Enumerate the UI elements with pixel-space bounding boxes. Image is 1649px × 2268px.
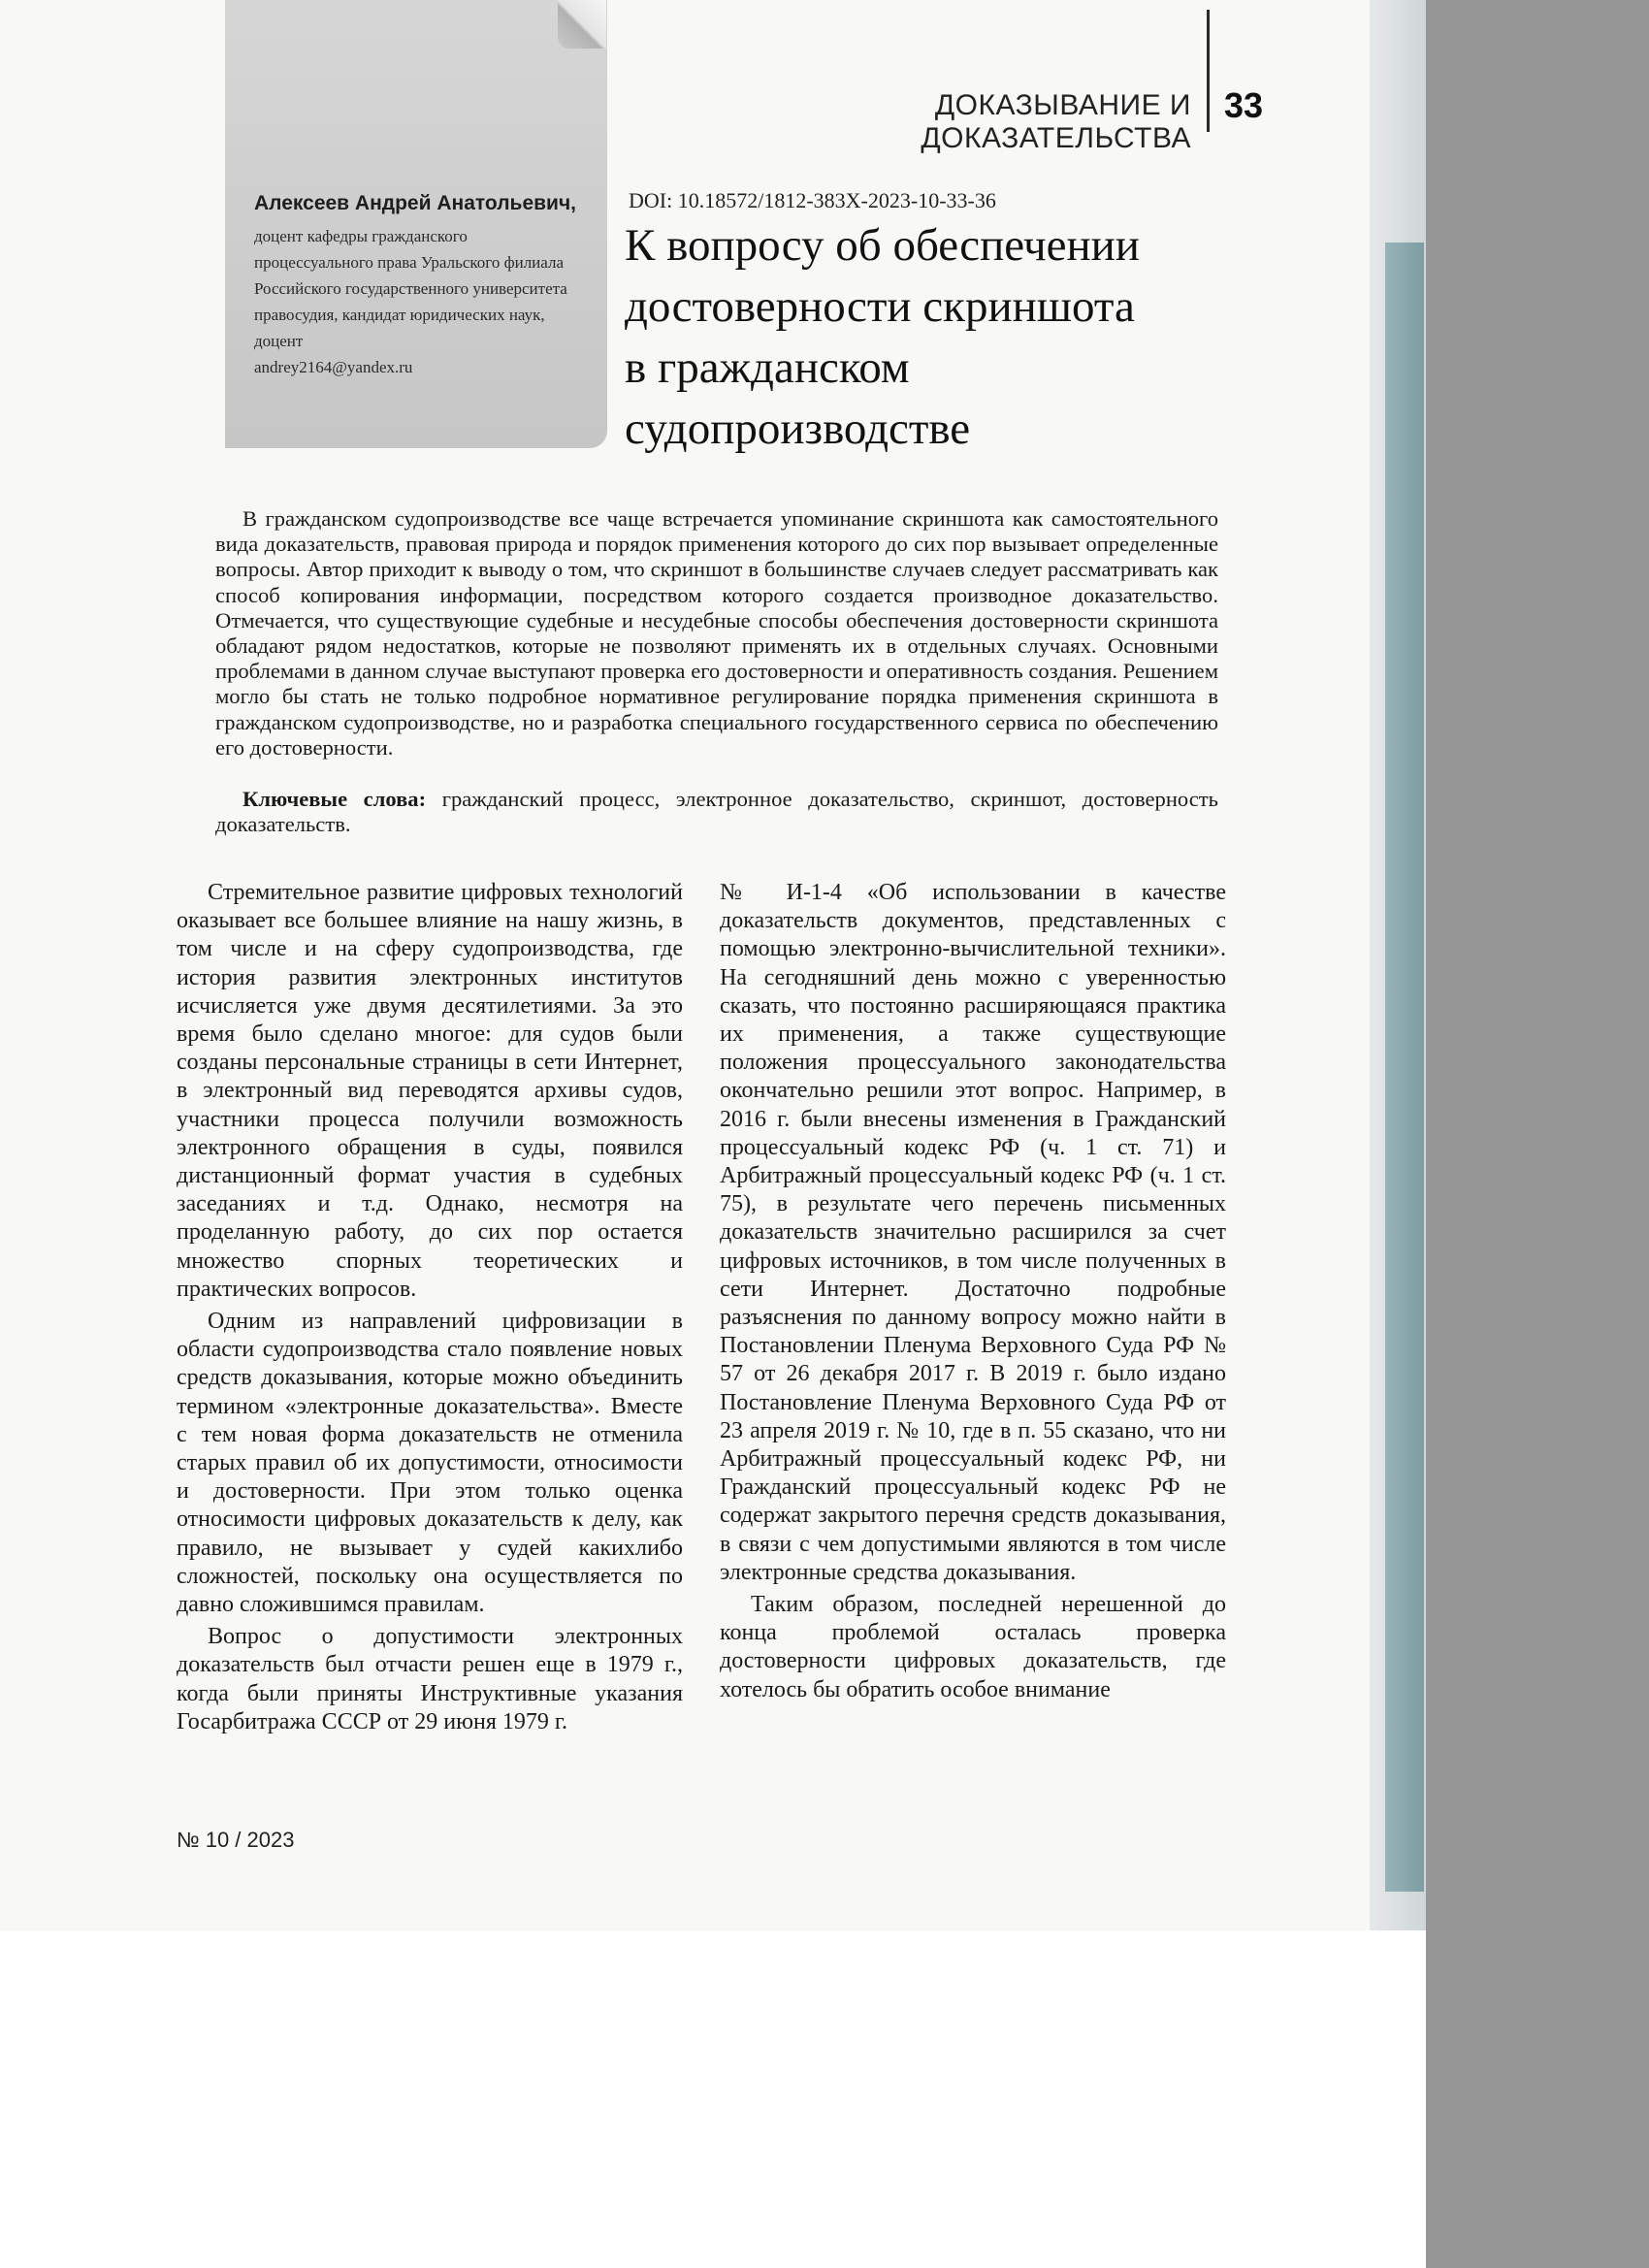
abstract: В гражданском судопроизводстве все чаще встречается упоминание скриншота как самостоятельного вида доказательств, правовая природа и порядок применения которого до сих пор вызывает определенные вопросы. Автор приходит к выводу о том, что скриншот в большинстве случаев следует рассматривать как способ копирования информации, посредством которого создается производное доказательство. Отмечается, что существующие судебные и несудебные способы обеспечения достоверности скриншота обладают рядом недостатков, которые не позволяют применять их в отдельных случаях. Основными проблемами в данном случае выступают проверка его достоверности и оперативность создания. Решением могло бы стать не только подробное нормативное регулирование порядка применения скриншота в гражданском судопроизводстве, но и разработка специального государственного сервиса по обеспечению его достоверности.: [215, 506, 1218, 760]
section-title: ДОКАЗЫВАНИЕ И ДОКАЗАТЕЛЬСТВА: [921, 89, 1191, 154]
scan-background: [1426, 0, 1649, 2268]
author-position: процессуального права Уральского филиала: [254, 253, 565, 272]
author-name: Алексеев Андрей Анатольевич,: [254, 192, 576, 214]
spine-color-band: [1385, 243, 1424, 1892]
title-line: достоверности скриншота: [625, 281, 1135, 332]
article-title: [625, 215, 1168, 460]
title-line: судопроизводстве: [625, 404, 971, 454]
scan-bottom-margin: [0, 1930, 1426, 2268]
page-curl-icon: [558, 0, 606, 49]
author-position: Российского государственного университета: [254, 279, 567, 298]
article-doi: DOI: 10.18572/1812-383X-2023-10-33-36: [629, 188, 996, 212]
body-column-right: [720, 879, 1226, 1708]
author-position: правосудия, кандидат юридических наук,: [254, 306, 545, 324]
author-info: [254, 192, 594, 380]
author-position: доцент: [254, 332, 304, 350]
page-number: 33: [1224, 85, 1264, 125]
header-divider: [1207, 10, 1210, 132]
body-paragraph: Стремительное развитие цифровых технологий оказывает все большее влияние на нашу жизнь, в том числе и на сферу судопроизводства, где история развития электронных институтов исчисляется уже двумя десятилетиями. За это время было сделано многое: для судов были созданы персональные страницы в сети Интернет, в электронный вид переводятся архивы судов, участники процесса получили возможность электронного обращения в суды, появился дистанционный формат участия в судебных заседаниях и т.д. Однако, несмотря на проделанную работу, до сих пор остается множество спорных теоретических и практических вопросов.: [177, 880, 683, 1302]
issue-number: № 10 / 2023: [177, 1828, 295, 1852]
author-email[interactable]: andrey2164@yandex.ru: [254, 358, 413, 376]
body-column-left: [177, 879, 683, 1740]
body-paragraph: Вопрос о допустимости электронных доказательств был отчасти решен еще в 1979 г., когда были приняты Инструктивные указания Госарбитража СССР от 29 июня 1979 г.: [177, 1624, 683, 1734]
author-position: доцент кафедры гражданского: [254, 227, 468, 245]
keywords: [215, 787, 1218, 837]
body-paragraph: Таким образом, последней нерешенной до конца проблемой осталась проверка достоверности цифровых доказательств, где хотелось бы обратить особое внимание: [720, 1592, 1226, 1702]
title-line: в гражданском: [625, 342, 910, 393]
body-paragraph: № И-1-4 «Об использовании в качестве доказательств документов, представленных с помощью электронно-вычислительной техники». На сегодняшний день можно с уверенностью сказать, что постоянно расширяющаяся практика их применения, а также существующие положения процессуального законодательства окончательно решили этот вопрос. Например, в 2016 г. были внесены изменения в Гражданский процессуальный кодекс РФ (ч. 1 ст. 71) и Арбитражный процессуальный кодекс РФ (ч. 1 ст. 75), в результате чего перечень письменных доказательств значительно расширился за счет цифровых источников, в том числе полученных в сети Интернет. Достаточно подробные разъяснения по данному вопросу можно найти в Постановлении Пленума Верховного Суда РФ № 57 от 26 декабря 2017 г. В 2019 г. было издано Постановление Пленума Верховного Суда РФ от 23 апреля 2019 г. № 10, где в п. 55 сказано, что ни Арбитражный процессуальный кодекс РФ, ни Гражданский процессуальный кодекс РФ не содержат закрытого перечня средств доказывания, в связи с чем допустимыми являются в том числе электронные средства доказывания.: [720, 880, 1226, 1585]
body-paragraph: Одним из направлений цифровизации в области судопроизводства стало появление новых средств доказывания, которые можно объединить термином «электронные доказательства». Вместе с тем новая форма доказательств не отменила старых правил об их допустимости, относимости и достоверности. При этом только оценка относимости цифровых доказательств к делу, как правило, не вызывает у судей какихлибо сложностей, поскольку она осуществляется по давно сложившимся правилам.: [177, 1309, 683, 1618]
keywords-text: гражданский процесс, электронное доказательство, скриншот, достоверность доказательств.: [215, 787, 1218, 837]
title-line: К вопросу об обеспечении: [625, 220, 1140, 271]
keywords-label: Ключевые слова:: [242, 787, 427, 811]
